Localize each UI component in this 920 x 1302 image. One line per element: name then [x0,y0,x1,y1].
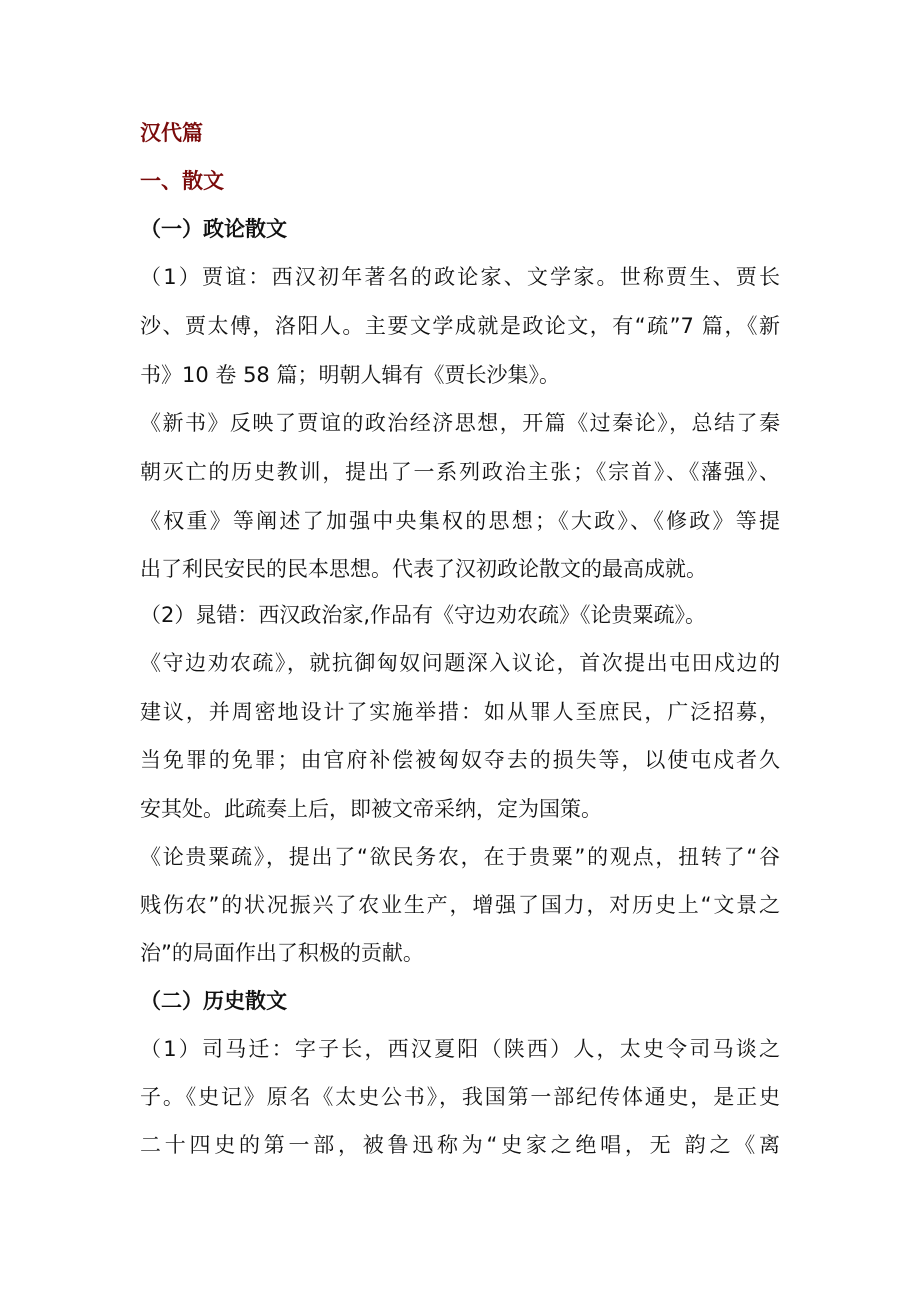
paragraph-line: 《新书》反映了贾谊的政治经济思想，开篇《过秦论》，总结了秦 [140,411,780,435]
paragraph-line: 子。《史记》原名《太史公书》，我国第一部纪传体通史，是正史 [140,1085,780,1109]
paragraph-line: 出了利民安民的民本思想。代表了汉初政论散文的最高成就。 [140,557,707,581]
paragraph-line: 书》10 卷 58 篇；明朝人辑有《贾长沙集》。 [140,363,560,387]
paragraph-line: 贱伤农”的状况振兴了农业生产，增强了国力，对历史上“文景之 [140,893,780,917]
paragraph-line: 《论贵粟疏》，提出了“欲民务农，在于贵粟”的观点，扭转了“谷 [140,845,780,869]
page-title: 汉代篇 [140,121,203,145]
paragraph-line: （1）贾谊：西汉初年著名的政论家、文学家。世称贾生、贾长 [140,265,780,289]
paragraph-line: 治”的局面作出了积极的贡献。 [140,941,424,965]
paragraph-line: （1）司马迁：字子长，西汉夏阳（陕西）人，太史令司马谈之 [140,1037,780,1061]
paragraph-line: （2）晁错：西汉政治家,作品有《守边劝农疏》《论贵粟疏》。 [140,603,707,627]
paragraph-line: 沙、贾太傅，洛阳人。主要文学成就是政论文，有“疏”7 篇，《新 [140,314,780,338]
subsection-heading: （二）历史散文 [140,989,287,1013]
paragraph-line: 当免罪的免罪；由官府补偿被匈奴夺去的损失等，以使屯戍者久 [140,748,780,772]
paragraph-line: 建议，并周密地设计了实施举措：如从罪人至庶民，广泛招募， [140,700,780,724]
paragraph-line: 二十四史的第一部，被鲁迅称为“史家之绝唱，无 韵之《离 [140,1133,780,1157]
paragraph-line: 《权重》等阐述了加强中央集权的思想；《大政》、《修政》等提 [140,509,780,533]
subsection-heading: （一）政论散文 [140,217,287,241]
paragraph-line: 朝灭亡的历史教训，提出了一系列政治主张；《宗首》、《藩强》、 [140,460,780,484]
paragraph-line: 安其处。此疏奏上后，即被文帝采纳，定为国策。 [140,797,602,821]
paragraph-line: 《守边劝农疏》，就抗御匈奴问题深入议论，首次提出屯田戍边的 [140,651,780,675]
section-heading: 一、散文 [140,169,224,193]
